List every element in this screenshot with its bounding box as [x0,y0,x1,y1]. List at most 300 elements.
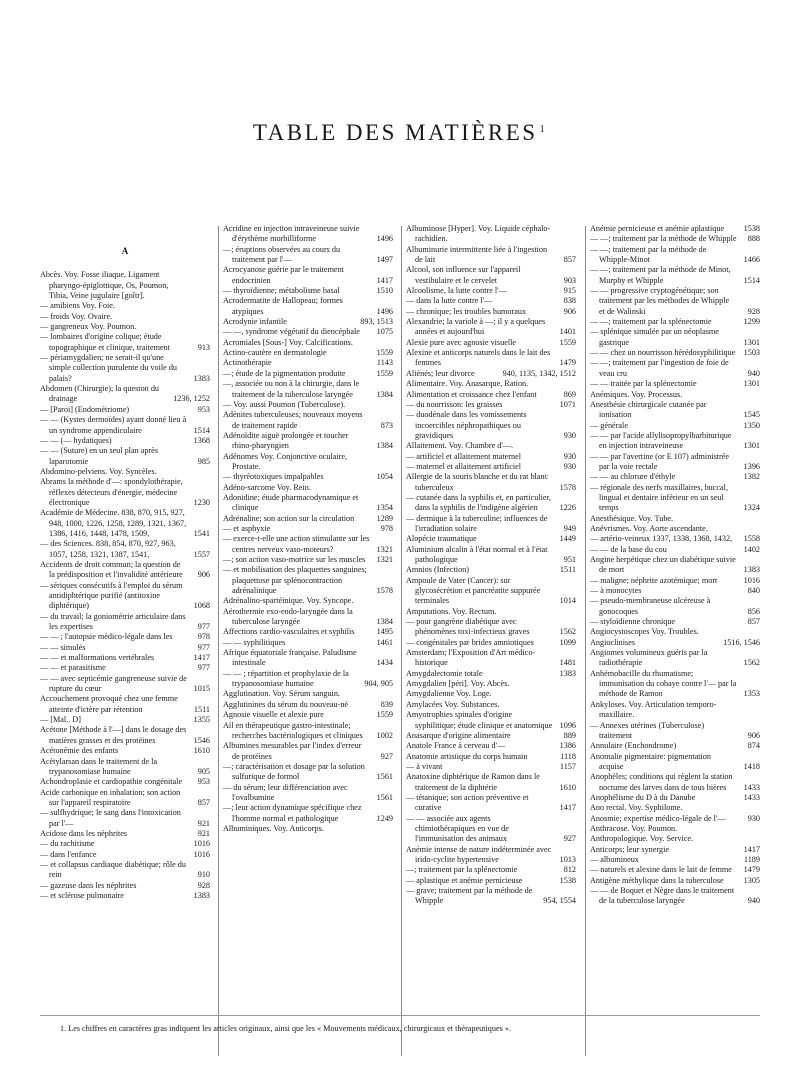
entry-page: 1383 [193,373,210,383]
index-entry [40,850,210,860]
entry-text: Adénites tuberculeuses; nouveaux moyens de traitement rapide [223,410,363,430]
entry-text: — dermique à la tuberculine; influences de l'irradiation solaire [406,513,548,533]
entry-text: —; caractérisation et dosage par la solution sulfurique de formol [223,761,365,782]
index-entry [223,483,393,493]
entry-page: 1541 [193,528,210,538]
entry-text: Anémie pernicieuse et anémie aplastique [590,224,725,233]
entry-text: Anatole France à cerveau d'— [406,741,506,751]
index-entry [406,710,576,731]
title-text: TABLE DES MATIÈRES [252,120,538,146]
entry-page: 1402 [743,544,760,554]
index-entry [406,338,576,348]
entry-page: 1562 [559,627,576,637]
entry-page: 1016 [193,849,210,859]
index-entry [223,224,393,245]
entry-page: 1054 [376,472,393,482]
footnote: 1. Les chiffres en caractères gras indiquent les articles originaux, ainsi que les « Mouvements médicaux, chirurgicaux et thérapeutiques ». [60,1024,511,1033]
entry-page: 1071 [559,399,576,409]
entry-text: — —, syndrome végétatif du diencéphale [223,327,360,337]
index-entry [590,772,760,793]
entry-text: Adrénalino-spartéinique. Voy. Syncope. [223,596,354,606]
entry-text: Angioclinises [590,637,636,647]
entry-text: — — chez un nourrisson hérédosyphilitique [590,348,736,358]
entry-page: 1368 [193,435,210,445]
index-entry [406,679,576,689]
index-entry [406,493,576,514]
index-entry [40,581,210,612]
entry-page: 930 [563,461,576,471]
index-entry [590,627,760,637]
entry-page: 930 [563,430,576,440]
index-entry [590,327,760,348]
entry-page: 1433 [743,782,760,792]
entry-page: 1546 [193,735,210,745]
index-entry [40,757,210,778]
entry-text: Actinothérapie [223,358,272,368]
entry-page: 1015 [193,684,210,694]
index-entry [590,514,760,524]
entry-text: —, associée ou non à la chirurgie, dans le traitement de la tuberculose laryngée [223,379,360,399]
index-entry [406,317,576,338]
index-entry [40,777,210,787]
entry-page: 1301 [743,337,760,347]
entry-text: — du nourrisson: les graisses [406,399,503,409]
entry-page: 921 [197,818,210,828]
entry-text: — — par l'avertine (or E 107) administrée par la voie rectale [590,451,730,471]
index-entry [406,307,576,317]
index-entry [406,565,576,575]
index-entry [40,353,210,384]
entry-text: Anticorps; leur synergie [590,844,669,854]
entry-page: 1417 [743,844,760,854]
entry-page: 1249 [376,813,393,823]
entry-text: — dans la lutte contre l'— [406,296,493,306]
index-entry [406,514,576,535]
entry-text: — — avec septicémie gangreneuse suivie de rupture du cœur [40,673,187,694]
entry-page: 978 [380,523,393,533]
index-entry [223,783,393,804]
entry-page: 906 [197,570,210,580]
entry-text: Agglutinines du sérum du nouveau-né [223,699,349,709]
entry-text: Amyotrophies spinales d'origine syphilitique; étude clinique et anatomique [406,710,553,730]
entry-page: 1461 [376,637,393,647]
entry-page: 1383 [193,890,210,900]
index-entry [406,379,576,389]
entry-page: 840 [747,586,760,596]
entry-page: 1610 [559,782,576,792]
index-entry [223,627,393,637]
index-entry [223,824,393,834]
index-entry [406,793,576,814]
entry-page: 1496 [376,234,393,244]
entry-text: — sulfhydrique; le sang dans l'intoxication par l'— [40,808,181,828]
index-entry [223,607,393,628]
index-entry [40,788,210,809]
entry-page: 1418 [743,761,760,771]
index-entry [40,725,210,746]
entry-text: Anthropologique. Voy. Service. [590,834,694,844]
index-entry [223,493,393,514]
index-entry [590,721,760,742]
entry-text: Alimentaire. Voy. Anasarque, Ration. [406,379,529,389]
entry-page: 949 [563,523,576,533]
entry-text: — — au chlorure d'éthyle [590,472,676,482]
entry-text: — —; traitement par la méthode de Minot, Murphy et Whipple [590,265,731,285]
index-entry [223,721,393,742]
index-entry [40,808,210,829]
entry-page: 1479 [559,358,576,368]
entry-text: — naturels et alexine dans le lait de femme [590,865,732,875]
entry-text: —; traitement par la splénectomie [406,865,518,875]
entry-text: — maligne; néphrite azotémique; mort [590,575,718,585]
index-entry [406,400,576,410]
entry-text: Afrique équatoriale française. Paludisme intestinale [223,648,357,668]
index-entry [590,431,760,452]
entry-text: Anasarque d'origine alimentaire [406,730,511,740]
index-entry [406,265,576,286]
entry-page: 1417 [376,275,393,285]
index-entry [406,762,576,772]
entry-text: Acidose dans les néphrites [40,828,128,838]
entry-page: 1118 [560,751,576,761]
index-entry [223,431,393,452]
entry-text: Adéno-sarcome Voy. Rein. [223,482,311,492]
entry-page: 857 [747,617,760,627]
index-entry [406,876,576,886]
index-entry [590,524,760,534]
index-entry [40,415,210,436]
index-entry [40,405,210,415]
entry-text: Anémie intense de nature indéterminée avec irido-cyclite hypertensive [406,844,552,864]
index-entry [223,348,393,358]
entry-page: 1538 [559,875,576,885]
entry-page: 874 [747,741,760,751]
index-entry [223,245,393,266]
entry-text: Anatomie artistique du corps humain [406,751,528,761]
entry-text: Abrams la méthode d'—: spondylothérapie, réflexes détecteurs d'énergie, médecine électronique [40,477,183,507]
column-divider [401,226,402,1056]
index-entry [223,710,393,720]
index-entry [590,865,760,875]
index-entry [40,384,210,405]
entry-text: Adénoïdite aiguë prolongée et toucher rhino-pharyngien [223,430,349,451]
index-entry [223,596,393,606]
entry-page: 1511 [559,565,576,575]
entry-page: 1559 [376,348,393,358]
index-column-2 [223,224,393,834]
entry-page: 1230 [193,497,210,507]
column-divider [218,226,219,1056]
index-entry [40,436,210,446]
entry-text: Acridine en injection intraveineuse suivie d'érythème morbilliforme [223,224,360,244]
entry-page: 1479 [743,865,760,875]
entry-text: — Voy. aussi Poumon (Tuberculose). [223,399,346,409]
index-entry [406,689,576,699]
index-entry [590,265,760,286]
entry-text: — [Paroi] (Endométriome) [40,404,130,414]
index-entry [406,390,576,400]
index-entry [590,534,760,544]
entry-text: — sériques consécutifs à l'emploi du sérum antidiphtérique purifié (antitoxine diphtérique) [40,580,183,611]
index-entry [223,648,393,669]
index-entry [406,245,576,266]
entry-text: Acromiales [Sous-] Voy. Calcifications. [223,337,353,347]
entry-text: — albumineux [590,854,639,864]
index-column-4 [590,224,760,907]
index-entry [40,860,210,881]
entry-page: 1559 [376,710,393,720]
entry-page: 1384 [376,617,393,627]
entry-page: 985 [197,456,210,466]
entry-text: — — traitée par la splénectomie [590,379,697,389]
entry-page: 1510 [376,286,393,296]
entry-text: — Annexes utérines (Tuberculose) traitement [590,720,705,740]
index-entry [223,327,393,337]
entry-text: Adrénaline; son action sur la circulation [223,513,355,523]
page-title [0,120,800,146]
entry-page: 905 [197,766,210,776]
index-column-1 [40,224,210,901]
entry-text: — chronique; les troubles humoraux [406,306,527,316]
index-entry [223,369,393,379]
entry-text: Amsterdam; l'Exposition d'Art médico-historique [406,648,536,668]
entry-page: 1096 [559,720,576,730]
entry-text: — — (Suture) en un seul plan après laparotomie [40,446,159,466]
entry-text: Agglutination. Voy. Sérum sanguin. [223,689,340,699]
entry-text: — à monocytes [590,586,642,596]
entry-text: Anesthésique. Voy. Tube. [590,513,674,523]
entry-text: — — ; l'autopsie médico-légale dans les [40,632,173,642]
entry-text: — — ; répartition et prophylaxie de la trypanosomiase humaine [223,668,349,689]
entry-page: 1305 [743,875,760,885]
entry-text: —; étude de la pigmentation produite [223,368,346,378]
entry-page: 888 [747,234,760,244]
entry-page: 921 [197,828,210,838]
entry-page: 930 [563,451,576,461]
entry-text: — lombaires d'origine colique; étude topographique et clinique, traitement [40,332,170,352]
entry-page: 954, 1554 [543,896,576,906]
index-entry [590,379,760,389]
entry-text: Angiocystoscopes Voy. Troubles. [590,627,699,637]
entry-text: Angine herpétique chez un diabétique suivie de mort [590,555,736,575]
entry-page: 928 [197,880,210,890]
entry-page: 928 [747,306,760,316]
index-entry [40,477,210,508]
entry-text: — duodénale dans les vomissements incoercibles néphropathiques ou gravidiques [406,410,527,440]
entry-text: — — (Kystes dermoïdes) ayant donné lieu à un syndrome appendiculaire [40,415,187,435]
entry-page: 1417 [193,653,210,663]
entry-page: 1545 [743,410,760,420]
entry-page: 915 [563,286,576,296]
index-entry [40,301,210,311]
section-letter: A [121,246,129,256]
entry-text: — tétanique; son action préventive et curative [406,792,529,813]
index-entry [40,829,210,839]
entry-text: — — syphilitiques [223,637,286,647]
entry-text: Anévrismes. Voy. Aorte ascendante. [590,523,708,533]
entry-page: 930 [747,813,760,823]
entry-page: 1386 [559,741,576,751]
entry-text: Adonidine; étude pharmacodynamique et clinique [223,492,359,513]
entry-page: 977 [197,622,210,632]
index-entry [406,534,576,544]
entry-page: 1189 [743,854,760,864]
index-entry [406,286,576,296]
entry-text: Acrocyanose guérie par le traitement endocrinien [223,265,344,285]
index-entry [40,539,210,560]
entry-text: — du travail; la goniométrie articulaire dans les expertises [40,611,186,632]
index-entry [590,234,760,244]
entry-text: Anatoxine diphtérique de Ramon dans le traitement de la diphtérie [406,772,540,792]
entry-page: 1289 [376,513,393,523]
entry-page: 1157 [559,761,576,771]
entry-text: — — progressive cryptogénétique; son traitement par les méthodes de Whipple et de Walinski [590,286,730,316]
entry-page: 1350 [743,420,760,430]
entry-text: — maternel et allaitement artificiel [406,461,522,471]
index-entry [40,653,210,663]
entry-text: Anosmie; expertise médico-légale de l'— [590,813,726,823]
index-entry [406,617,576,638]
index-entry [40,663,210,673]
entry-page: 1301 [743,379,760,389]
index-entry [406,441,576,451]
entry-page: 940 [747,896,760,906]
index-entry [590,317,760,327]
entry-page: 1538 [743,224,760,233]
index-entry [40,332,210,353]
entry-page: 1384 [376,389,393,399]
entry-text: — du sérum; leur différenciation avec l'ovalbumine [223,782,348,802]
entry-text: — gangreneux Voy. Poumon. [40,322,137,332]
entry-text: — aplastique et anémie pernicieuse [406,875,523,885]
entry-page: 977 [197,663,210,673]
entry-page: 1561 [376,772,393,782]
entry-page: 910 [197,870,210,880]
index-entry [406,700,576,710]
entry-text: Albuminurie intermittente liée à l'ingestion de lait [406,244,548,265]
entry-text: Alexie pure avec agnosie visuelle [406,337,517,347]
entry-page: 1384 [376,441,393,451]
entry-page: 913 [197,342,210,352]
entry-page: 857 [197,797,210,807]
entry-text: — pour gangrène diabétique avec phénomènes toxi-infectieux graves [406,617,530,637]
index-entry [406,865,576,875]
title-footnote-mark: 1 [539,123,548,135]
entry-page: 1396 [743,461,760,471]
index-entry [590,638,760,648]
entry-text: Acétonémie des enfants [40,746,119,756]
index-entry [223,472,393,482]
entry-page: 1516, 1546 [723,637,760,647]
index-entry [40,467,210,477]
entry-text: — —; traitement par la splénectomie [590,317,712,327]
index-entry [223,379,393,400]
index-entry [223,700,393,710]
entry-text: Ankyloses. Voy. Articulation temporo-maxillaire. [590,699,717,720]
entry-text: Alopécie traumatique [406,534,477,544]
index-entry [406,648,576,669]
entry-page: 1354 [376,503,393,513]
entry-text: Alexine et anticorps naturels dans le lait des femmes [406,348,551,368]
index-entry [590,586,760,596]
entry-text: Agnosie visuelle et alexie pure [223,710,324,720]
entry-text: Adénomes Voy. Conjonctive oculaire, Prostate. [223,451,348,471]
column-divider [585,226,586,1056]
entry-page: 1401 [559,327,576,337]
index-entry [590,845,760,855]
footnote-divider [40,1015,760,1016]
index-entry [40,322,210,332]
entry-text: — artificiel et allaitement maternel [406,451,522,461]
entry-page: 1383 [559,668,576,678]
entry-page: 1068 [193,601,210,611]
entry-page: 1226 [559,503,576,513]
index-entry [40,312,210,322]
entry-page: 1353 [743,689,760,699]
entry-text: — thyroïdienne; métabolisme basal [223,286,340,296]
index-entry [590,245,760,266]
index-entry [406,224,576,245]
index-entry [590,814,760,824]
entry-text: Amygdalienne Voy. Loge. [406,689,492,699]
entry-text: — gazeuse dans les néphrites [40,880,137,890]
index-entry [590,855,760,865]
index-entry [223,741,393,762]
index-entry [406,752,576,762]
entry-page: 873 [380,420,393,430]
entry-page: 1013 [559,854,576,864]
entry-text: Alcool, son influence sur l'appareil vestibulaire et le cervelet [406,265,521,285]
entry-text: Albuminose [Hyper]. Voy. Liquide céphalo-rachidien. [406,224,551,244]
entry-page: 906 [747,730,760,740]
index-entry [406,462,576,472]
entry-page: 1382 [743,472,760,482]
index-entry [590,555,760,576]
entry-page: 1321 [376,555,393,564]
entry-text: —; son action vaso-motrice sur les muscles [223,555,366,564]
index-entry [40,746,210,756]
entry-text: Anesthésie chirurgicale cutanée par ionisation [590,399,707,420]
entry-text: — —; traitement par l'ingestion de foie de veau cru [590,358,729,378]
index-entry [40,891,210,901]
entry-text: Acétylarsan dans le traitement de la trypanosomiase humaine [40,756,158,776]
entry-page: 953 [197,404,210,414]
entry-text: — thyréotoxiques impalpables [223,472,324,482]
entry-text: — et asphyxie [223,523,271,533]
entry-text: Allaitement. Voy. Chambre d'—. [406,441,514,451]
entry-text: Abcès. Voy. Fosse iliaque, Ligament pharyngo-épiglottique, Os, Poumon, Tibia, Veine jugulaire [goîtr]. [40,270,169,301]
entry-page: 889 [563,730,576,740]
entry-text: — froids Voy. Ovaire. [40,311,113,321]
entry-page: 1143 [376,358,393,368]
index-entry [406,369,576,379]
entry-page: 1099 [559,637,576,647]
entry-page: 1503 [743,348,760,358]
entry-page: 978 [197,632,210,642]
index-entry [590,700,760,721]
entry-page: 1495 [376,627,393,637]
entry-text: Aérothermie exo-endo-laryngée dans la tuberculose laryngée [223,606,353,627]
entry-page: 838 [563,296,576,306]
entry-page: 951 [563,555,576,564]
index-entry [223,565,393,596]
entry-text: Achondroplasie et cardiopathie congénitale [40,777,183,787]
entry-page: 1016 [743,575,760,585]
index-entry [590,286,760,317]
index-entry [223,296,393,317]
entry-page: 1559 [376,368,393,378]
index-entry [590,824,760,834]
